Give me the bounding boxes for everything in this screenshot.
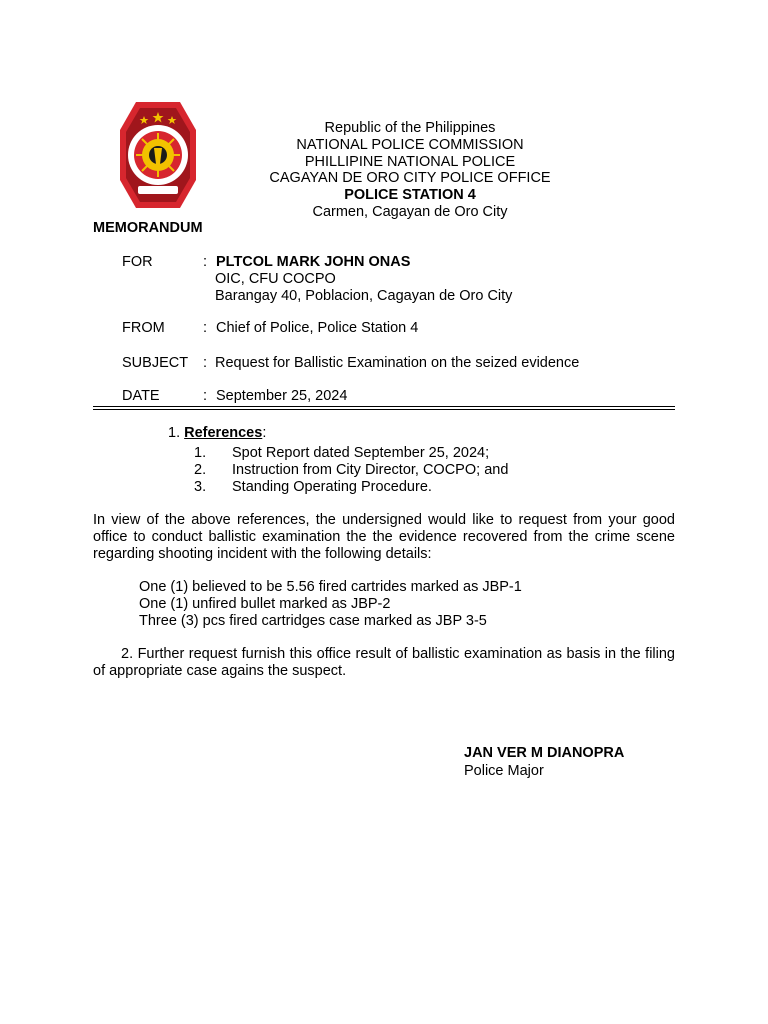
signatory-rank: Police Major [464, 762, 544, 779]
letterhead [250, 120, 570, 221]
station-line: POLICE STATION 4 [344, 187, 476, 204]
body-paragraph: In view of the above references, the undersigned would like to request from your good office to conduct ballistic examination the the evidence recovered from the crime scene regarding shooting incident with the following details: [93, 512, 675, 562]
date-label: DATE [122, 388, 160, 404]
reference-number: 2. [194, 462, 207, 478]
reference-text: Standing Operating Procedure. [232, 479, 432, 495]
evidence-item: One (1) believed to be 5.56 fired cartrides marked as JBP-1 [139, 579, 522, 595]
references-heading [168, 425, 266, 441]
for-recipient-position: OIC, CFU COCPO [215, 271, 336, 287]
republic-line: Republic of the Philippines [324, 120, 496, 136]
references-title: References [184, 425, 263, 441]
reference-text: Instruction from City Director, COCPO; and [232, 462, 509, 478]
reference-number: 1. [194, 445, 207, 461]
for-colon: : [203, 254, 208, 270]
divider-line [93, 406, 675, 407]
evidence-item: One (1) unfired bullet marked as JBP-2 [139, 595, 391, 612]
from-label: FROM [122, 320, 165, 336]
for-recipient-name: PLTCOL MARK JOHN ONAS [216, 254, 411, 270]
commission-line: NATIONAL POLICE COMMISSION [296, 136, 524, 153]
references-number: 1. [168, 425, 181, 441]
divider-line [93, 409, 675, 410]
date-value: September 25, 2024 [216, 388, 348, 404]
evidence-list [139, 579, 522, 629]
subject-value: Request for Ballistic Examination on the seized evidence [215, 355, 580, 371]
subject-label: SUBJECT [122, 355, 189, 371]
memo-title: MEMORANDUM [93, 220, 203, 236]
reference-number: 3. [194, 479, 207, 495]
evidence-item: Three (3) pcs fired cartridges case marked as JBP 3-5 [139, 612, 487, 629]
from-colon: : [203, 320, 208, 336]
signature-block [464, 745, 624, 780]
city-office-line: CAGAYAN DE ORO CITY POLICE OFFICE [269, 170, 551, 187]
date-colon: : [203, 388, 208, 404]
references-suffix: : [262, 425, 267, 441]
further-request-paragraph: 2. Further request furnish this office result of ballistic examination as basis in the filing of appropriate case agains the suspect. [93, 646, 675, 679]
from-value: Chief of Police, Police Station 4 [216, 320, 419, 336]
pnp-line: PHILLIPINE NATIONAL POLICE [304, 153, 516, 170]
for-label: FOR [122, 254, 153, 270]
signatory-name: JAN VER M DIANOPRA [464, 745, 625, 761]
subject-colon: : [203, 355, 208, 371]
pnp-seal-icon [118, 100, 198, 210]
for-recipient-address: Barangay 40, Poblacion, Cagayan de Oro City [215, 288, 513, 304]
address-line: Carmen, Cagayan de Oro City [312, 203, 508, 220]
reference-text: Spot Report dated September 25, 2024; [232, 445, 490, 461]
